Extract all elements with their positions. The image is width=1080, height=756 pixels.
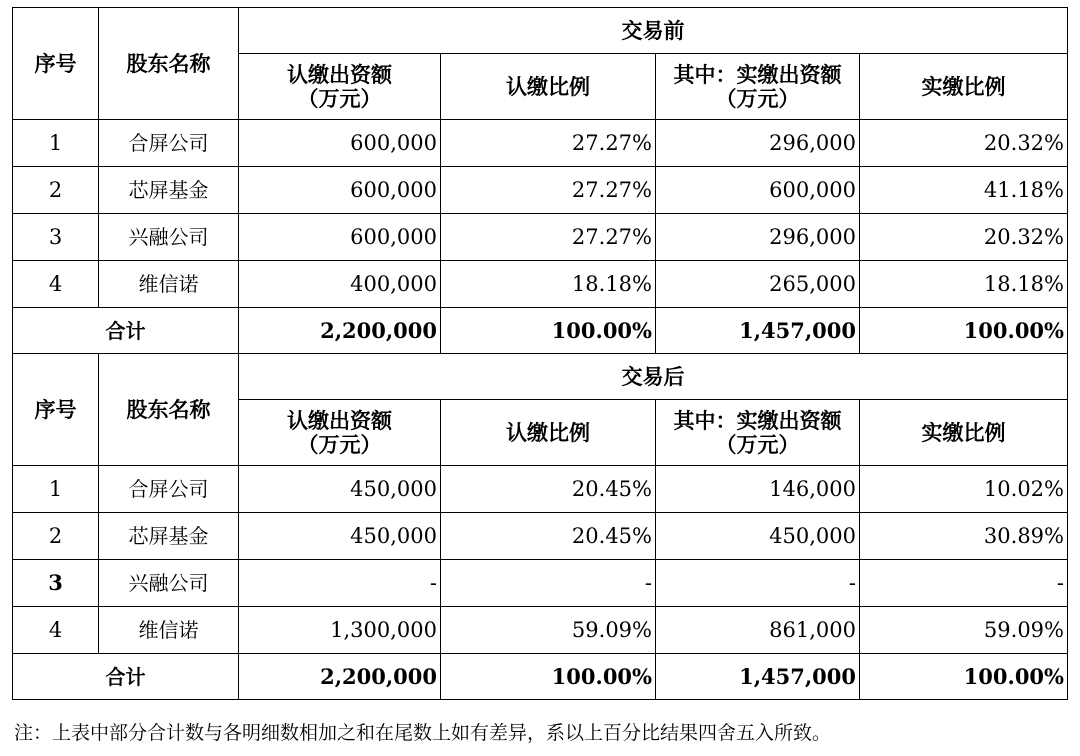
cell-subscribed: 600,000 [239, 214, 441, 261]
cell-subscribed-ratio: 20.45% [441, 513, 656, 560]
total-paid-ratio: 100.00% [860, 654, 1068, 700]
cell-paid: 861,000 [656, 607, 860, 654]
cell-paid: 450,000 [656, 513, 860, 560]
total-label: 合计 [13, 654, 239, 700]
cell-seq: 2 [13, 167, 99, 214]
cell-paid-ratio: 18.18% [860, 261, 1068, 308]
cell-paid-ratio: - [860, 560, 1068, 607]
cell-shareholder-name: 维信诺 [99, 261, 239, 308]
table-row [13, 607, 1068, 654]
header-subscribed-capital: 认缴出资额 （万元） [239, 54, 441, 120]
total-subscribed-ratio: 100.00% [441, 654, 656, 700]
cell-seq: 1 [13, 466, 99, 513]
header-paid-capital: 其中：实缴出资额 （万元） [656, 54, 860, 120]
cell-shareholder-name: 维信诺 [99, 607, 239, 654]
cell-shareholder-name: 芯屏基金 [99, 513, 239, 560]
cell-paid: 265,000 [656, 261, 860, 308]
table-row [13, 261, 1068, 308]
total-label: 合计 [13, 308, 239, 354]
cell-subscribed-ratio: 27.27% [441, 120, 656, 167]
cell-subscribed: 600,000 [239, 167, 441, 214]
cell-shareholder-name: 芯屏基金 [99, 167, 239, 214]
table-row [13, 466, 1068, 513]
header-shareholder-name: 股东名称 [99, 354, 239, 466]
cell-seq: 4 [13, 261, 99, 308]
cell-shareholder-name: 合屏公司 [99, 466, 239, 513]
cell-seq: 4 [13, 607, 99, 654]
cell-seq: 2 [13, 513, 99, 560]
table-row [13, 560, 1068, 607]
cell-subscribed: - [239, 560, 441, 607]
cell-subscribed: 1,300,000 [239, 607, 441, 654]
table-row [13, 120, 1068, 167]
cell-shareholder-name: 合屏公司 [99, 120, 239, 167]
header-subscribed-ratio: 认缴比例 [441, 400, 656, 466]
header-shareholder-name: 股东名称 [99, 8, 239, 120]
total-subscribed: 2,200,000 [239, 308, 441, 354]
cell-paid: 600,000 [656, 167, 860, 214]
cell-paid: 146,000 [656, 466, 860, 513]
total-paid-ratio: 100.00% [860, 308, 1068, 354]
header-seq: 序号 [13, 354, 99, 466]
total-subscribed: 2,200,000 [239, 654, 441, 700]
header-paid-ratio: 实缴比例 [860, 54, 1068, 120]
cell-paid-ratio: 20.32% [860, 214, 1068, 261]
footnote: 注：上表中部分合计数与各明细数相加之和在尾数上如有差异，系以上百分比结果四舍五入所致。 [14, 722, 832, 744]
section-label-after: 交易后 [239, 354, 1068, 400]
cell-paid: 296,000 [656, 120, 860, 167]
cell-paid: - [656, 560, 860, 607]
table-row [13, 513, 1068, 560]
cell-subscribed-ratio: 59.09% [441, 607, 656, 654]
table-row [13, 214, 1068, 261]
cell-paid-ratio: 10.02% [860, 466, 1068, 513]
cell-paid-ratio: 20.32% [860, 120, 1068, 167]
cell-paid-ratio: 59.09% [860, 607, 1068, 654]
header-paid-capital: 其中：实缴出资额 （万元） [656, 400, 860, 466]
header-subscribed-capital: 认缴出资额 （万元） [239, 400, 441, 466]
section-label-before: 交易前 [239, 8, 1068, 54]
total-row [13, 654, 1068, 700]
section-after-header-row [13, 354, 1068, 400]
total-paid: 1,457,000 [656, 654, 860, 700]
cell-subscribed: 400,000 [239, 261, 441, 308]
cell-subscribed: 450,000 [239, 513, 441, 560]
cell-subscribed: 450,000 [239, 466, 441, 513]
cell-subscribed-ratio: 18.18% [441, 261, 656, 308]
cell-shareholder-name: 兴融公司 [99, 214, 239, 261]
cell-seq: 3 [13, 560, 99, 607]
header-paid-ratio: 实缴比例 [860, 400, 1068, 466]
cell-subscribed-ratio: - [441, 560, 656, 607]
header-seq: 序号 [13, 8, 99, 120]
cell-shareholder-name: 兴融公司 [99, 560, 239, 607]
total-subscribed-ratio: 100.00% [441, 308, 656, 354]
cell-subscribed-ratio: 27.27% [441, 167, 656, 214]
section-before-header-row [13, 8, 1068, 54]
cell-seq: 3 [13, 214, 99, 261]
cell-paid-ratio: 30.89% [860, 513, 1068, 560]
total-paid: 1,457,000 [656, 308, 860, 354]
cell-paid-ratio: 41.18% [860, 167, 1068, 214]
cell-subscribed-ratio: 27.27% [441, 214, 656, 261]
cell-paid: 296,000 [656, 214, 860, 261]
table-row [13, 167, 1068, 214]
shareholder-table [12, 7, 1068, 700]
total-row [13, 308, 1068, 354]
cell-subscribed-ratio: 20.45% [441, 466, 656, 513]
cell-seq: 1 [13, 120, 99, 167]
cell-subscribed: 600,000 [239, 120, 441, 167]
header-subscribed-ratio: 认缴比例 [441, 54, 656, 120]
